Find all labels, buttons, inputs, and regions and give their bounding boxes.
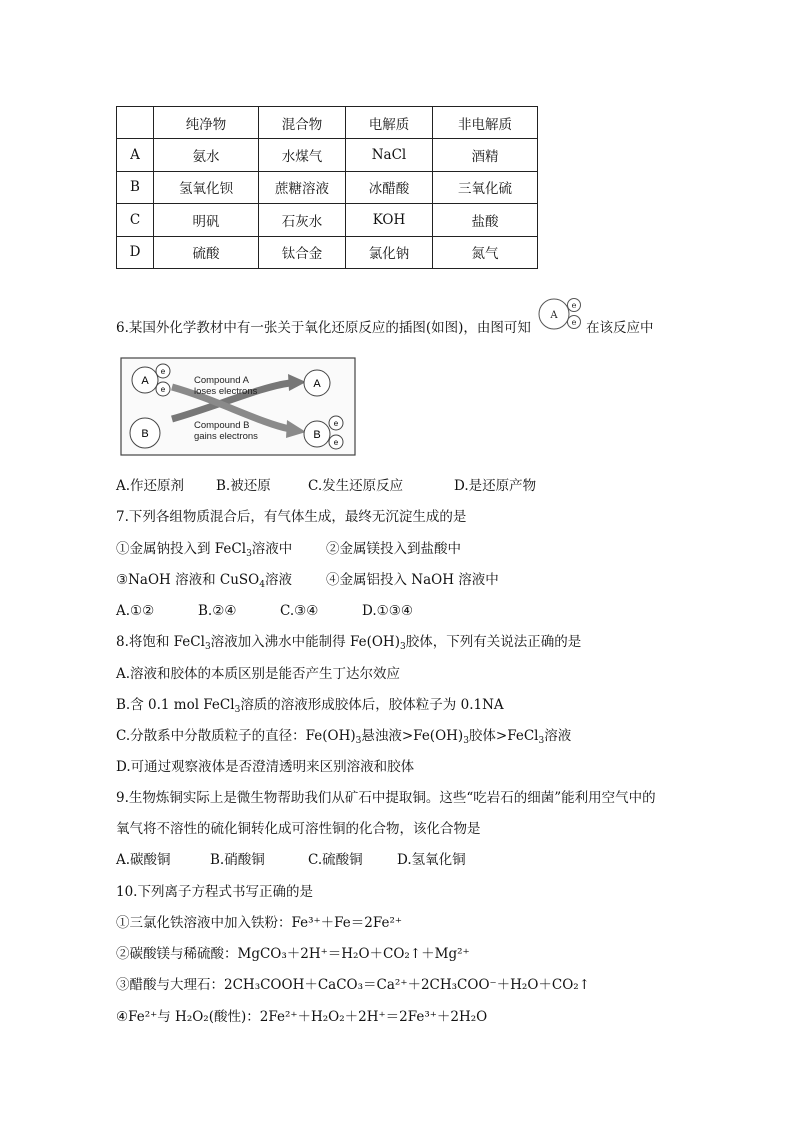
- q8-optc-a: C.分散系中分散质粒子的直径：Fe(OH): [116, 728, 356, 744]
- option-d: D.①③④: [362, 603, 413, 619]
- table-row: [117, 139, 538, 171]
- item-3-text: ③NaOH 溶液和 CuSO: [116, 572, 260, 588]
- inline-a-label: A: [550, 310, 558, 321]
- item-1-end: 溶液中: [251, 541, 293, 557]
- q8-optc-c: 胶体>FeCl: [468, 728, 539, 744]
- table-cell: KOH: [346, 204, 433, 236]
- option-c: C.发生还原反应: [308, 478, 404, 494]
- question-10-stem: 10.下列离子方程式书写正确的是: [116, 884, 313, 900]
- right-a-label: A: [313, 378, 321, 390]
- table-cell: 氢氧化钡: [154, 171, 259, 203]
- q8-stem-sub1: 3: [204, 642, 211, 652]
- inline-species-a-diagram: [536, 294, 586, 334]
- question-8-option-c: [116, 726, 571, 751]
- left-a-label: A: [141, 375, 149, 387]
- question-8-stem: [116, 632, 581, 657]
- question-10-equation-2: ②碳酸镁与稀硫酸：MgCO₃＋2H⁺＝H₂O＋CO₂↑＋Mg²⁺: [116, 946, 470, 962]
- option-c: C.硫酸铜: [308, 852, 363, 868]
- question-10-equation-1: ①三氯化铁溶液中加入铁粉：Fe³⁺＋Fe＝2Fe²⁺: [116, 915, 403, 931]
- table-cell: 氨水: [154, 139, 259, 171]
- q8-optb-sub: 3: [234, 705, 241, 715]
- question-10-equation-3: ③醋酸与大理石：2CH₃COOH＋CaCO₃＝Ca²⁺＋2CH₃COO⁻＋H₂O＋CO₂↑: [116, 977, 591, 993]
- table-cell: 石灰水: [259, 204, 346, 236]
- table-cell: A: [117, 139, 154, 171]
- left-e2-label: e: [160, 385, 166, 394]
- question-7-stem: 7.下列各组物质混合后，有气体生成，最终无沉淀生成的是: [116, 509, 467, 525]
- option-b: B.被还原: [216, 478, 271, 494]
- q8-stem-sub2: 3: [399, 642, 406, 652]
- q8-optc-d: 溶液: [544, 728, 572, 744]
- right-e1-label: e: [333, 419, 339, 428]
- option-c: C.③④: [280, 603, 319, 619]
- option-a: A.①②: [116, 603, 155, 619]
- question-8-option-d: D.可通过观察液体是否澄清透明来区别溶液和胶体: [116, 759, 415, 775]
- q8-stem-a: 8.将饱和 FeCl: [116, 634, 205, 650]
- option-d: D.是还原产物: [454, 478, 537, 494]
- question-6-options: [116, 476, 536, 496]
- gains-electrons-text: gains electrons: [194, 431, 258, 442]
- table-header-cell: 电解质: [346, 107, 433, 139]
- q8-optb-a: B.含 0.1 mol FeCl: [116, 697, 235, 713]
- table-row: [117, 171, 538, 203]
- q8-stem-c: 胶体，下列有关说法正确的是: [405, 634, 582, 650]
- inline-e2-label: e: [571, 318, 577, 327]
- item-1-sub: 3: [246, 549, 252, 559]
- left-e1-label: e: [160, 367, 166, 376]
- item-3-end: 溶液: [264, 572, 292, 588]
- compound-b-text: Compound B: [194, 420, 250, 431]
- table-cell: 硫酸: [154, 236, 259, 268]
- table-row: [117, 204, 538, 236]
- table-cell: NaCl: [346, 139, 433, 171]
- question-6-stem-text: 6.某国外化学教材中有一张关于氧化还原反应的插图(如图)，由图可知: [116, 320, 531, 336]
- option-a: A.作还原剂: [116, 478, 185, 494]
- item-1-text: ①金属钠投入到 FeCl: [116, 541, 247, 557]
- table-cell: B: [117, 171, 154, 203]
- q8-optb-b: 溶质的溶液形成胶体后，胶体粒子为 0.1NA: [240, 697, 504, 713]
- question-7-item-3: [116, 570, 326, 595]
- right-e2-label: e: [333, 438, 339, 447]
- loses-electrons-text: loses electrons: [194, 386, 258, 397]
- table-cell: 酒精: [433, 139, 538, 171]
- table-cell: 钛合金: [259, 236, 346, 268]
- left-b-label: B: [141, 428, 149, 440]
- question-8-option-b: [116, 695, 504, 720]
- question-7-item-2: ②金属镁投入到盐酸中: [326, 541, 461, 557]
- right-b-label: B: [313, 429, 321, 441]
- table-header-cell: 非电解质: [433, 107, 538, 139]
- question-10-equation-4: ④Fe²⁺与 H₂O₂(酸性)：2Fe²⁺＋H₂O₂＋2H⁺＝2Fe³⁺＋2H₂O: [116, 1009, 488, 1025]
- compound-a-text: Compound A: [194, 375, 249, 386]
- option-b: B.②④: [198, 603, 237, 619]
- table-cell: C: [117, 204, 154, 236]
- table-cell: D: [117, 236, 154, 268]
- table-cell: 冰醋酸: [346, 171, 433, 203]
- question-6-stem-end: 在该反应中: [586, 320, 654, 336]
- question-6-stem: [116, 318, 531, 338]
- option-d: D.氢氧化铜: [397, 852, 466, 868]
- q8-optc-sub1: 3: [355, 736, 362, 746]
- table-cell: 盐酸: [433, 204, 538, 236]
- question-7-item-4: ④金属铝投入 NaOH 溶液中: [326, 572, 499, 588]
- question-9-line2: 氧气将不溶性的硫化铜转化成可溶性铜的化合物，该化合物是: [116, 821, 481, 837]
- table-header-cell: [117, 107, 154, 139]
- q8-optc-sub2: 3: [463, 736, 469, 746]
- item-3-sub: 4: [259, 580, 265, 590]
- table-cell: 蔗糖溶液: [259, 171, 346, 203]
- table-cell: 氯化钠: [346, 236, 433, 268]
- table-cell: 氮气: [433, 236, 538, 268]
- table-header-row: [117, 107, 538, 139]
- question-7-options: [116, 601, 413, 621]
- question-9-line1: 9.生物炼铜实际上是微生物帮助我们从矿石中提取铜。这些“吃岩石的细菌”能利用空气中的: [116, 790, 656, 806]
- q8-stem-b: 溶液加入沸水中能制得 Fe(OH): [210, 634, 400, 650]
- table-row: [117, 236, 538, 268]
- question-7-item-1: [116, 539, 326, 564]
- table-cell: 三氧化硫: [433, 171, 538, 203]
- question-9-options: [116, 850, 466, 870]
- q8-optc-sub3: 3: [538, 736, 545, 746]
- table-cell: 明矾: [154, 204, 259, 236]
- option-b: B.硝酸铜: [210, 852, 265, 868]
- classification-table: [116, 106, 538, 269]
- table-cell: 水煤气: [259, 139, 346, 171]
- q8-optc-b: 悬浊液>Fe(OH): [361, 728, 464, 744]
- question-7-items-row2: [116, 570, 499, 595]
- table-header-cell: 纯净物: [154, 107, 259, 139]
- option-a: A.碳酸铜: [116, 852, 171, 868]
- inline-e1-label: e: [571, 301, 577, 310]
- question-8-option-a: A.溶液和胶体的本质区别是能否产生丁达尔效应: [116, 666, 401, 682]
- redox-figure: [120, 357, 356, 457]
- question-7-items-row1: [116, 539, 461, 564]
- table-header-cell: 混合物: [259, 107, 346, 139]
